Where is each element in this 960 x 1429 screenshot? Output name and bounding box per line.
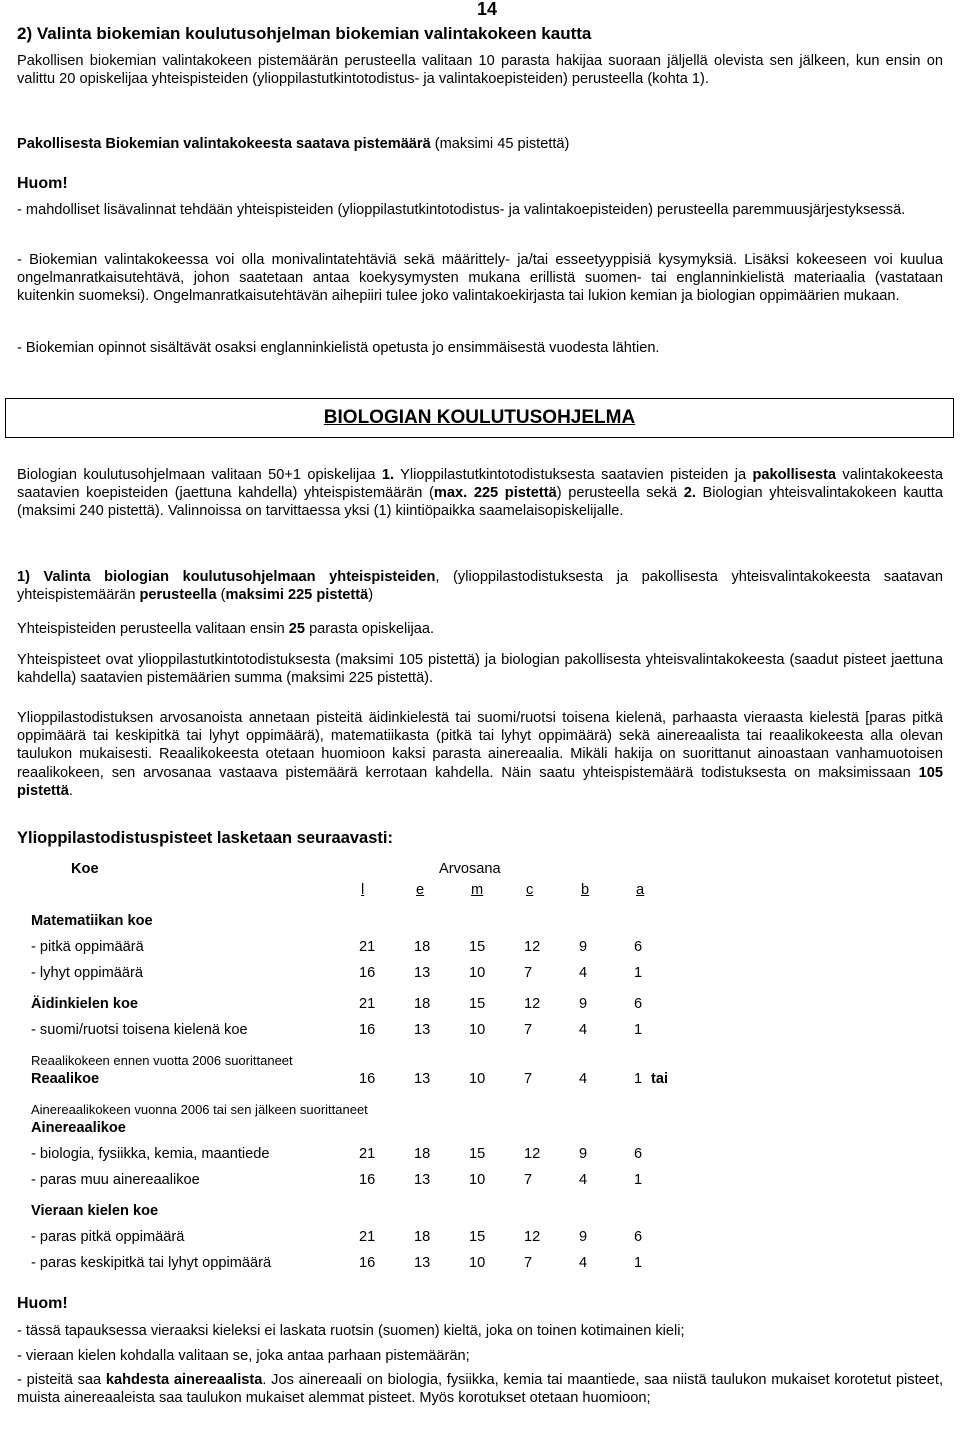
footer-note-1: - tässä tapauksessa vieraaksi kieleksi ei laskata ruotsin (suomen) kieltä, joka on toinen kotimainen kieli; [17,1323,685,1339]
points-cell: 16 [359,965,376,981]
text-span: max. 225 pistettä [433,485,557,502]
section-title: 2) Valinta biokemian koulutusohjelman biokemian valintakokeen kautta [17,24,592,43]
note-heading: Huom! [17,175,68,192]
text-span: 1. [381,467,395,483]
text-span: perusteella [139,587,217,604]
grades-explanation [17,709,943,800]
points-cell: 16 [359,1071,376,1087]
row-label: Matematiikan koe [31,913,153,929]
text-span: ) perusteella sekä [556,485,684,502]
points-cell: 7 [524,1071,533,1087]
text-span: Biologian yhteisvalintakokeen kautta (maksimi 240 pistettä). Valinnoissa on tarvittaessa yksi (1) kiintiöpaikka saamelaisopiskelijalle. [17,485,943,520]
points-cell: 9 [579,1146,588,1162]
row-label: Reaalikoe [31,1071,100,1087]
points-cell: 6 [634,996,643,1012]
points-cell: 16 [359,1022,376,1038]
points-cell: 1 [634,1071,643,1087]
points-cell: 6 [634,1229,643,1245]
points-cell: 15 [469,1146,486,1162]
footer-note-3 [17,1371,943,1407]
text-span: . [68,782,73,799]
row-label: - paras muu ainereaalikoe [31,1172,200,1188]
intro-paragraph: Pakollisen biokemian valintakokeen pistemäärän perusteella valitaan 10 parasta hakijaa suoraan jäljellä olevista sen jälkeen, kun ensin on valittu 20 opiskelijaa yhteispisteiden (ylioppilastutkintotodistus- ja valintakoepisteiden) perusteella (kohta 1). [17,53,943,88]
points-cell: 18 [414,939,431,955]
points-cell: 13 [414,1022,431,1038]
points-cell: 21 [359,996,376,1012]
row-label: - pitkä oppimäärä [31,939,144,955]
points-cell: 16 [359,1172,376,1188]
points-cell: 7 [524,965,533,981]
points-cell: 1 [634,1255,643,1271]
points-cell: 6 [634,1146,643,1162]
row-suffix: tai [651,1071,669,1087]
footer-note-heading: Huom! [17,1295,68,1312]
points-cell: 1 [634,1172,643,1188]
points-cell: 4 [579,1022,588,1038]
points-cell: 21 [359,939,376,955]
row-label: Vieraan kielen koe [31,1203,159,1219]
col-arvosana: Arvosana [439,861,501,877]
points-cell: 7 [524,1255,533,1271]
points-cell: 15 [469,996,486,1012]
points-cell: 10 [469,1071,486,1087]
col-koe: Koe [71,861,99,877]
row-label: - paras keskipitkä tai lyhyt oppimäärä [31,1255,272,1271]
points-cell: 15 [469,1229,486,1245]
row-label: - biologia, fysiikka, kemia, maantiede [31,1146,270,1162]
text-span: kahdesta ainereaalista [105,1372,263,1388]
row-label: Ainereaalikoe [31,1120,126,1136]
points-cell: 10 [469,1172,486,1188]
points-cell: 21 [359,1229,376,1245]
points-cell: 15 [469,939,486,955]
points-cell: 18 [414,1146,431,1162]
points-cell: 9 [579,1229,588,1245]
text-span: Ylioppilastodistuksen arvosanoista annetaan pisteitä äidinkielestä tai suomi/ruotsi toisena kielenä, parhaasta vieraasta kielestä [paras pitkä oppimäärä tai keskipitkä tai lyhyt oppimäärä), matematiikasta (pitkä tai lyhyt oppimäärä) sekä ainereaalista tai reaalikokeesta alla olevan taulukon mukaisesti. Reaalikokeesta otetaan huomioon kaksi parasta ainereaalia. Mikäli hakija on suorittanut ainoastaan vanhamuotoisen reaalikokeen, sen arvosanaa vastaava pistemäärä kerrotaan kahdella. Näin saatu yhteispistemäärä todistuksesta on maksimissaan [17,710,943,781]
row-label: - lyhyt oppimäärä [31,965,143,981]
max-points-rest: (maksimi 45 pistettä) [430,136,570,152]
points-cell: 7 [524,1172,533,1188]
page-number: 14 [477,0,498,19]
text-span: Biologian koulutusohjelmaan valitaan 50+1 opiskelijaa [17,467,382,483]
points-cell: 4 [579,1255,588,1271]
points-cell: 4 [579,1172,588,1188]
text-span: , (ylioppilastodistuksesta ja pakollisesta yhteisvalintakokeesta saatavan yhteispistemäärän [17,569,943,604]
table-heading: Ylioppilastodistuspisteet lasketaan seuraavasti: [17,829,393,847]
points-cell: 9 [579,939,588,955]
biology-title: BIOLOGIAN KOULUTUSOHJELMA [323,406,636,428]
grade-letter: b [581,882,590,898]
note-2: - Biokemian valintakokeessa voi olla monivalintatehtäviä sekä määrittely- ja/tai esseetyyppisiä kysymyksiä. Lisäksi kokeeseen voi kuulua ongelmanratkaisutehtävä, johon saatetaan antaa koekysymysten mukana erillistä suomen- tai englanninkielistä materiaalia (vastataan kuitenkin suomeksi). Ongelmanratkaisutehtävän aihepiiri tulee joko valintakoekirjasta tai lukion kemian ja biologian oppimäärien mukaan. [17,252,943,305]
grade-letter: c [526,882,534,898]
points-cell: 21 [359,1146,376,1162]
text-span: ) [368,587,374,604]
first-selection [17,620,943,638]
grade-letter: a [636,882,645,898]
grade-letter: e [416,882,425,898]
points-cell: 13 [414,965,431,981]
points-cell: 6 [634,939,643,955]
grade-letter: m [471,882,484,898]
points-cell: 12 [524,1146,541,1162]
points-cell: 1 [634,965,643,981]
text-span: Ylioppilastutkintotodistuksesta saatavien pisteiden ja [394,467,753,483]
biology-intro [17,466,943,521]
points-cell: 13 [414,1071,431,1087]
points-cell: 16 [359,1255,376,1271]
max-points-bold: Pakollisesta Biokemian valintakokeesta saatava pistemäärä [17,136,431,152]
points-cell: 4 [579,965,588,981]
text-span: ( [216,587,226,604]
max-points-line [17,135,943,153]
points-cell: 10 [469,1022,486,1038]
text-span: 1) Valinta biologian koulutusohjelmaan yhteispisteiden [17,569,436,585]
row-label: Reaalikokeen ennen vuotta 2006 suorittaneet [31,1053,293,1068]
text-span: 105 pistettä [17,764,943,799]
points-cell: 18 [414,1229,431,1245]
points-cell: 10 [469,1255,486,1271]
note-3: - Biokemian opinnot sisältävät osaksi englanninkielistä opetusta jo ensimmäisestä vuodesta lähtien. [17,340,660,356]
points-cell: 12 [524,1229,541,1245]
text-span: . Jos ainereaali on biologia, fysiikka, kemia tai maantiede, saa niistä taulukon mukaiset korotetut pisteet, muista ainereaaleista saa taulukon mukaiset alemmat pisteet. Myös korotukset otetaan huomioon; [17,1372,943,1407]
points-cell: 18 [414,996,431,1012]
points-cell: 7 [524,1022,533,1038]
text-span: - pisteitä saa [17,1372,106,1388]
row-label: Ainereaalikokeen vuonna 2006 tai sen jälkeen suorittaneet [31,1102,368,1117]
row-label: - suomi/ruotsi toisena kielenä koe [31,1022,248,1038]
text-span: 25 [288,621,306,637]
points-cell: 12 [524,939,541,955]
biology-title-box [5,398,954,438]
points-explanation: Yhteispisteet ovat ylioppilastutkintotodistuksesta (maksimi 105 pistettä) ja biologian pakollisesta yhteisvalintakokeesta (saadut pisteet jaettuna kahdella) saatavien pistemäärien summa (maksimi 225 pistettä). [17,652,943,687]
grade-letter: l [361,882,365,898]
points-cell: 9 [579,996,588,1012]
text-span: maksimi 225 pistettä [225,587,369,604]
footer-note-2: - vieraan kielen kohdalla valitaan se, joka antaa parhaan pistemäärän; [17,1348,470,1364]
selection-heading [17,568,943,604]
points-cell: 12 [524,996,541,1012]
row-label: - paras pitkä oppimäärä [31,1229,185,1245]
text-span: 2. [683,485,696,502]
text-span: parasta opiskelijaa. [305,621,435,637]
text-span: valintakokeesta saatavien koepisteiden (jaettuna kahdella) yhteispistemäärän ( [17,467,943,502]
row-label: Äidinkielen koe [31,996,139,1012]
points-cell: 13 [414,1172,431,1188]
points-cell: 1 [634,1022,643,1038]
points-cell: 13 [414,1255,431,1271]
note-1: - mahdolliset lisävalinnat tehdään yhteispisteiden (ylioppilastutkintotodistus- ja valintakoepisteiden) perusteella paremmuusjärjestyksessä. [17,202,906,218]
text-span: pakollisesta [752,467,837,483]
points-cell: 10 [469,965,486,981]
points-cell: 4 [579,1071,588,1087]
text-span: Yhteispisteiden perusteella valitaan ensin [17,621,289,637]
